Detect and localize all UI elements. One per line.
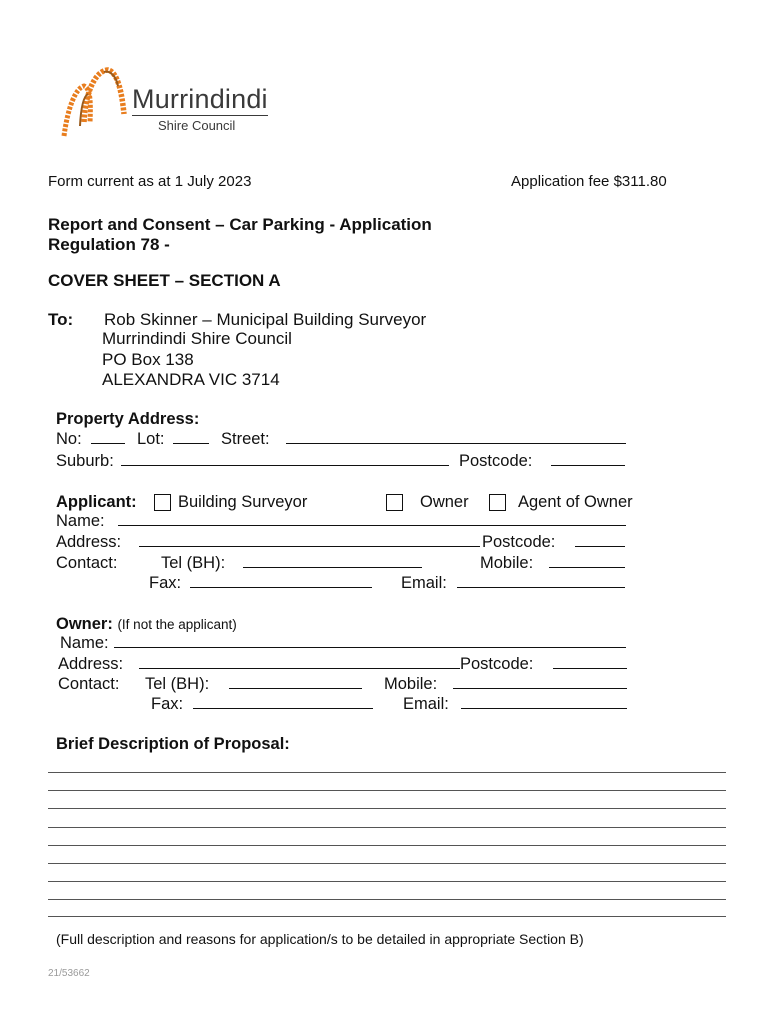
proposal-line-4[interactable] — [48, 827, 726, 828]
proposal-line-7[interactable] — [48, 881, 726, 882]
owner-fax-field[interactable] — [193, 708, 373, 709]
owner-tel-field[interactable] — [229, 688, 362, 689]
applicant-postcode-field[interactable] — [575, 546, 625, 547]
applicant-name-label: Name: — [56, 512, 105, 530]
property-postcode-field[interactable] — [551, 465, 625, 466]
applicant-tel-label: Tel (BH): — [161, 554, 226, 572]
owner-postcode-field[interactable] — [553, 668, 627, 669]
applicant-fax-label: Fax: — [149, 574, 182, 592]
applicant-mobile-label: Mobile: — [480, 554, 534, 572]
logo-underline — [132, 115, 268, 116]
applicant-email-field[interactable] — [457, 587, 625, 588]
document-reference: 21/53662 — [48, 968, 90, 979]
owner-checkbox-label: Owner — [420, 493, 469, 511]
applicant-fax-field[interactable] — [190, 587, 372, 588]
property-no-field[interactable] — [91, 443, 125, 444]
applicant-postcode-label: Postcode: — [482, 533, 556, 551]
owner-name-field[interactable] — [114, 647, 626, 648]
property-suburb-field[interactable] — [121, 465, 449, 466]
applicant-address-field[interactable] — [139, 546, 480, 547]
proposal-footnote: (Full description and reasons for application/s to be detailed in appropriate Section B) — [56, 931, 584, 947]
owner-name-label: Name: — [60, 634, 109, 652]
property-street-field[interactable] — [286, 443, 626, 444]
applicant-address-label: Address: — [56, 533, 122, 551]
owner-address-label: Address: — [58, 655, 124, 673]
proposal-line-5[interactable] — [48, 845, 726, 846]
property-heading: Property Address: — [56, 410, 200, 428]
applicant-contact-label: Contact: — [56, 554, 118, 572]
logo-name: Murrindindi — [132, 84, 268, 114]
owner-address-field[interactable] — [139, 668, 460, 669]
proposal-line-6[interactable] — [48, 863, 726, 864]
proposal-heading: Brief Description of Proposal: — [56, 735, 290, 753]
form-title-line2: Regulation 78 - — [48, 235, 170, 254]
property-lot-field[interactable] — [173, 443, 209, 444]
applicant-mobile-field[interactable] — [549, 567, 625, 568]
proposal-line-9[interactable] — [48, 916, 726, 917]
applicant-tel-field[interactable] — [243, 567, 422, 568]
property-no-label: No: — [56, 430, 82, 448]
building-surveyor-checkbox[interactable] — [154, 494, 171, 511]
form-current-date: Form current as at 1 July 2023 — [48, 173, 252, 190]
to-line-3: PO Box 138 — [102, 350, 194, 369]
owner-checkbox[interactable] — [386, 494, 403, 511]
proposal-line-3[interactable] — [48, 808, 726, 809]
applicant-email-label: Email: — [401, 574, 447, 592]
agent-of-owner-checkbox[interactable] — [489, 494, 506, 511]
owner-mobile-label: Mobile: — [384, 675, 438, 693]
owner-postcode-label: Postcode: — [460, 655, 534, 673]
proposal-line-2[interactable] — [48, 790, 726, 791]
building-surveyor-label: Building Surveyor — [178, 493, 308, 511]
owner-email-label: Email: — [403, 695, 449, 713]
property-street-label: Street: — [221, 430, 270, 448]
to-line-1: Rob Skinner – Municipal Building Surveyor — [104, 310, 427, 329]
logo-sub: Shire Council — [158, 118, 236, 133]
logo-arches-icon — [58, 66, 128, 142]
property-suburb-label: Suburb: — [56, 452, 114, 470]
owner-email-field[interactable] — [461, 708, 627, 709]
council-logo — [58, 66, 273, 146]
property-postcode-label: Postcode: — [459, 452, 533, 470]
proposal-line-1[interactable] — [48, 772, 726, 773]
owner-contact-label: Contact: — [58, 675, 120, 693]
owner-tel-label: Tel (BH): — [145, 675, 210, 693]
section-heading: COVER SHEET – SECTION A — [48, 271, 281, 290]
applicant-name-field[interactable] — [118, 525, 626, 526]
application-fee: Application fee $311.80 — [511, 173, 667, 190]
owner-fax-label: Fax: — [151, 695, 184, 713]
owner-mobile-field[interactable] — [453, 688, 627, 689]
to-label: To: — [48, 310, 74, 329]
applicant-heading: Applicant: — [56, 493, 137, 511]
property-lot-label: Lot: — [137, 430, 165, 448]
agent-of-owner-label: Agent of Owner — [518, 493, 633, 511]
owner-heading: Owner: — [56, 615, 113, 633]
owner-note: (If not the applicant) — [117, 617, 237, 632]
owner-heading-row — [56, 615, 237, 634]
to-line-4: ALEXANDRA VIC 3714 — [102, 370, 280, 389]
form-title-line1: Report and Consent – Car Parking - Application — [48, 215, 432, 234]
to-line-2: Murrindindi Shire Council — [102, 329, 292, 348]
proposal-line-8[interactable] — [48, 899, 726, 900]
